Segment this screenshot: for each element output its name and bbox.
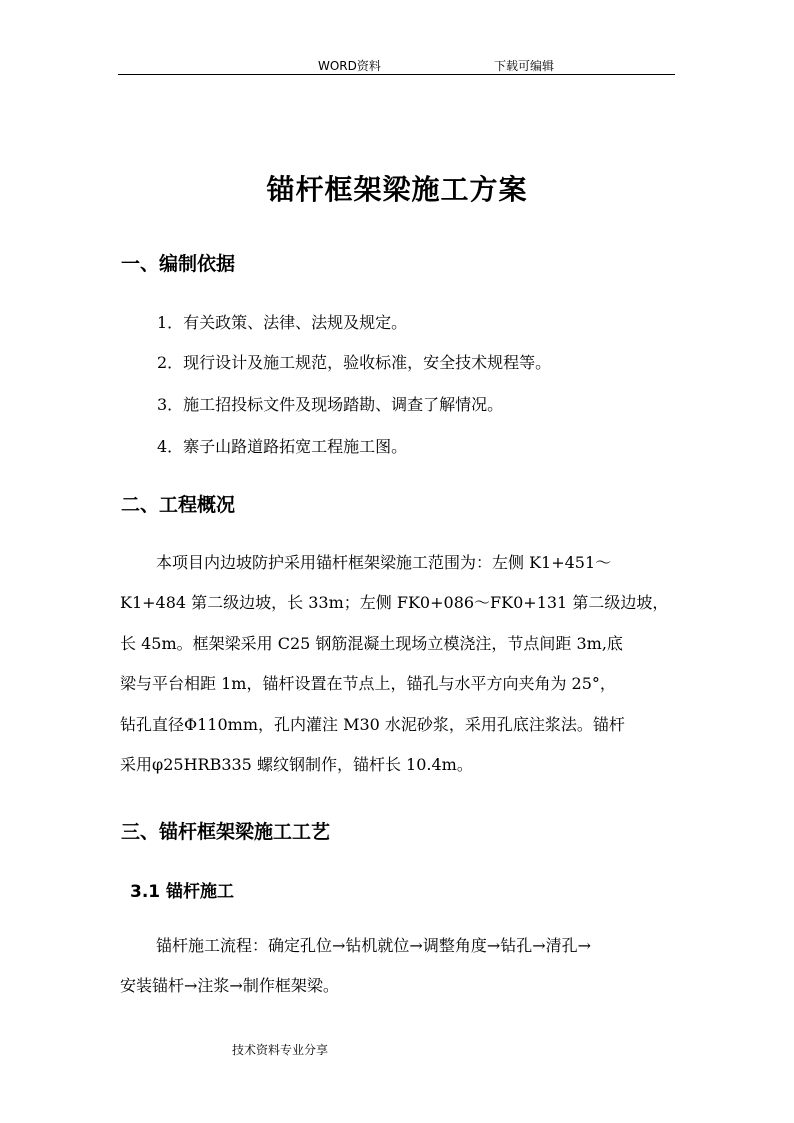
list-item: 2．现行设计及施工规范，验收标准，安全技术规程等。 xyxy=(157,353,552,372)
paragraph-line: 锚杆施工流程：确定孔位→钻机就位→调整角度→钻孔→清孔→ xyxy=(156,936,592,955)
section-heading-process: 三、锚杆框架梁施工工艺 xyxy=(121,821,331,843)
section-heading-overview: 二、工程概况 xyxy=(121,494,236,516)
paragraph-line: 安装锚杆→注浆→制作框架梁。 xyxy=(120,976,339,996)
section-heading-basis: 一、编制依据 xyxy=(121,253,236,275)
list-item: 4．寨子山路道路拓宽工程施工图。 xyxy=(157,437,408,456)
paragraph-line: K1+484 第二级边坡，长 33m；左侧 FK0+086～FK0+131 第二级边坡， xyxy=(120,593,669,613)
subsection-heading-anchor: 3.1 锚杆施工 xyxy=(130,882,235,902)
page-footer: 技术资料专业分享 xyxy=(232,1043,329,1057)
document-title: 锚杆框架梁施工方案 xyxy=(266,173,528,206)
list-item: 1．有关政策、法律、法规及规定。 xyxy=(157,313,408,332)
process-paragraph xyxy=(120,926,676,1007)
paragraph-line: 钻孔直径Φ110mm，孔内灌注 M30 水泥砂浆，采用孔底注浆法。锚杆 xyxy=(120,714,625,734)
paragraph-line: 梁与平台相距 1m，锚杆设置在节点上，锚孔与水平方向夹角为 25°， xyxy=(120,674,616,694)
paragraph-line: 采用φ25HRB335 螺纹钢制作，锚杆长 10.4m。 xyxy=(120,755,473,775)
header-right-text: 下载可编辑 xyxy=(494,59,555,73)
header-left-text: WORD资料 xyxy=(318,59,381,73)
paragraph-line: 本项目内边坡防护采用锚杆框架梁施工范围为：左侧 K1+451～ xyxy=(156,553,612,572)
paragraph-line: 长 45m。框架梁采用 C25 钢筋混凝土现场立模浇注，节点间距 3m,底 xyxy=(120,633,623,653)
page-header xyxy=(118,56,675,75)
overview-paragraph xyxy=(120,543,676,785)
list-item: 3．施工招投标文件及现场踏勘、调查了解情况。 xyxy=(157,395,504,414)
